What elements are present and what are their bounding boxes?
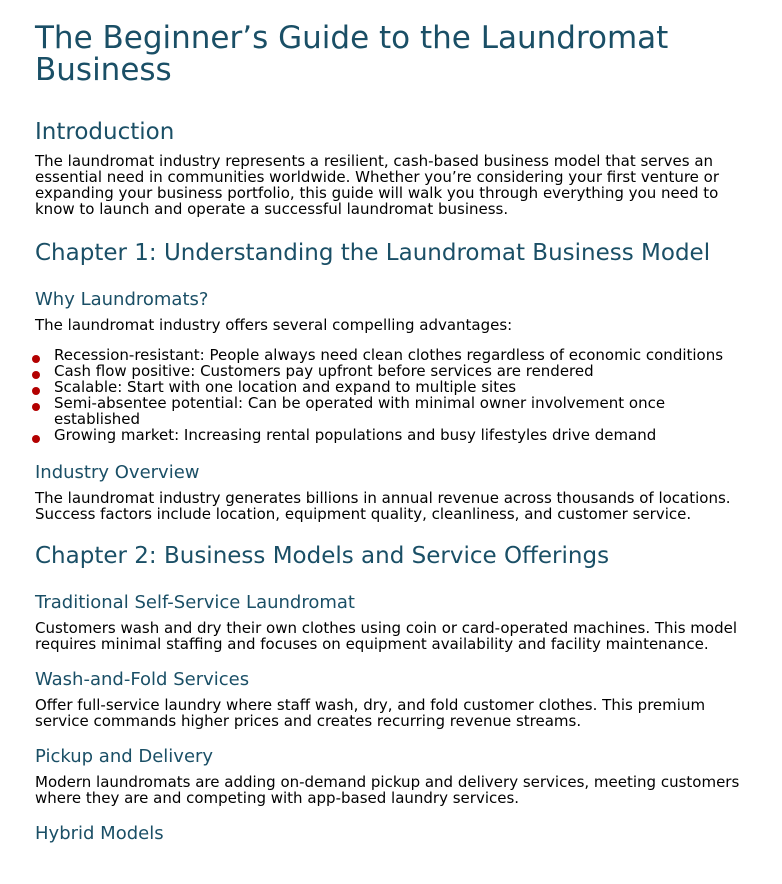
list-item bbox=[35, 363, 748, 379]
list-item-text: Cash flow positive: Customers pay upfront before services are rendered bbox=[54, 362, 594, 380]
list-item bbox=[35, 379, 748, 395]
pickup-delivery-text: Modern laundromats are adding on-demand pickup and delivery services, meeting customers where they are and competing with app-based laundry services. bbox=[35, 773, 740, 807]
industry-overview-heading: Industry Overview bbox=[35, 462, 200, 483]
wash-fold-heading: Wash-and-Fold Services bbox=[35, 669, 250, 690]
wash-fold-text: Offer full-service laundry where staff wash, dry, and fold customer clothes. This premium service commands higher prices and creates recurring revenue streams. bbox=[35, 696, 706, 730]
list-item-text: Semi-absentee potential: Can be operated with minimal owner involvement once established bbox=[54, 394, 666, 428]
advantages-list bbox=[35, 347, 748, 443]
list-item bbox=[35, 347, 748, 363]
hybrid-models-heading: Hybrid Models bbox=[35, 823, 164, 844]
bullet-icon bbox=[32, 403, 40, 411]
traditional-text: Customers wash and dry their own clothes using coin or card-operated machines. This model requires minimal staffing and focuses on equipment availability and facility maintenance. bbox=[35, 619, 737, 653]
list-item bbox=[35, 395, 748, 427]
bullet-icon bbox=[32, 435, 40, 443]
pickup-delivery-heading: Pickup and Delivery bbox=[35, 746, 214, 767]
bullet-icon bbox=[32, 371, 40, 379]
why-laundromats-text: The laundromat industry offers several compelling advantages: bbox=[35, 316, 513, 334]
bullet-icon bbox=[32, 387, 40, 395]
list-item-text: Growing market: Increasing rental populations and busy lifestyles drive demand bbox=[54, 426, 657, 444]
introduction-text: The laundromat industry represents a resilient, cash-based business model that serves an essential need in communities worldwide. Whether you’re considering your first venture or expanding your business portfolio, this guide will walk you through everything you need to know to launch and operate a successful laundromat business. bbox=[35, 152, 720, 218]
chapter1-heading: Chapter 1: Understanding the Laundromat Business Model bbox=[35, 240, 711, 266]
list-item-text: Recession-resistant: People always need clean clothes regardless of economic conditions bbox=[54, 346, 724, 364]
bullet-icon bbox=[32, 355, 40, 363]
introduction-heading: Introduction bbox=[35, 119, 175, 145]
chapter2-heading: Chapter 2: Business Models and Service Offerings bbox=[35, 543, 610, 569]
document-title: The Beginner’s Guide to the Laundromat Business bbox=[35, 20, 669, 88]
traditional-heading: Traditional Self-Service Laundromat bbox=[35, 592, 355, 613]
list-item-text: Scalable: Start with one location and expand to multiple sites bbox=[54, 378, 517, 396]
why-laundromats-heading: Why Laundromats? bbox=[35, 289, 209, 310]
list-item bbox=[35, 427, 748, 443]
industry-overview-text: The laundromat industry generates billions in annual revenue across thousands of locations. Success factors include location, equipment quality, cleanliness, and customer service. bbox=[35, 489, 731, 523]
